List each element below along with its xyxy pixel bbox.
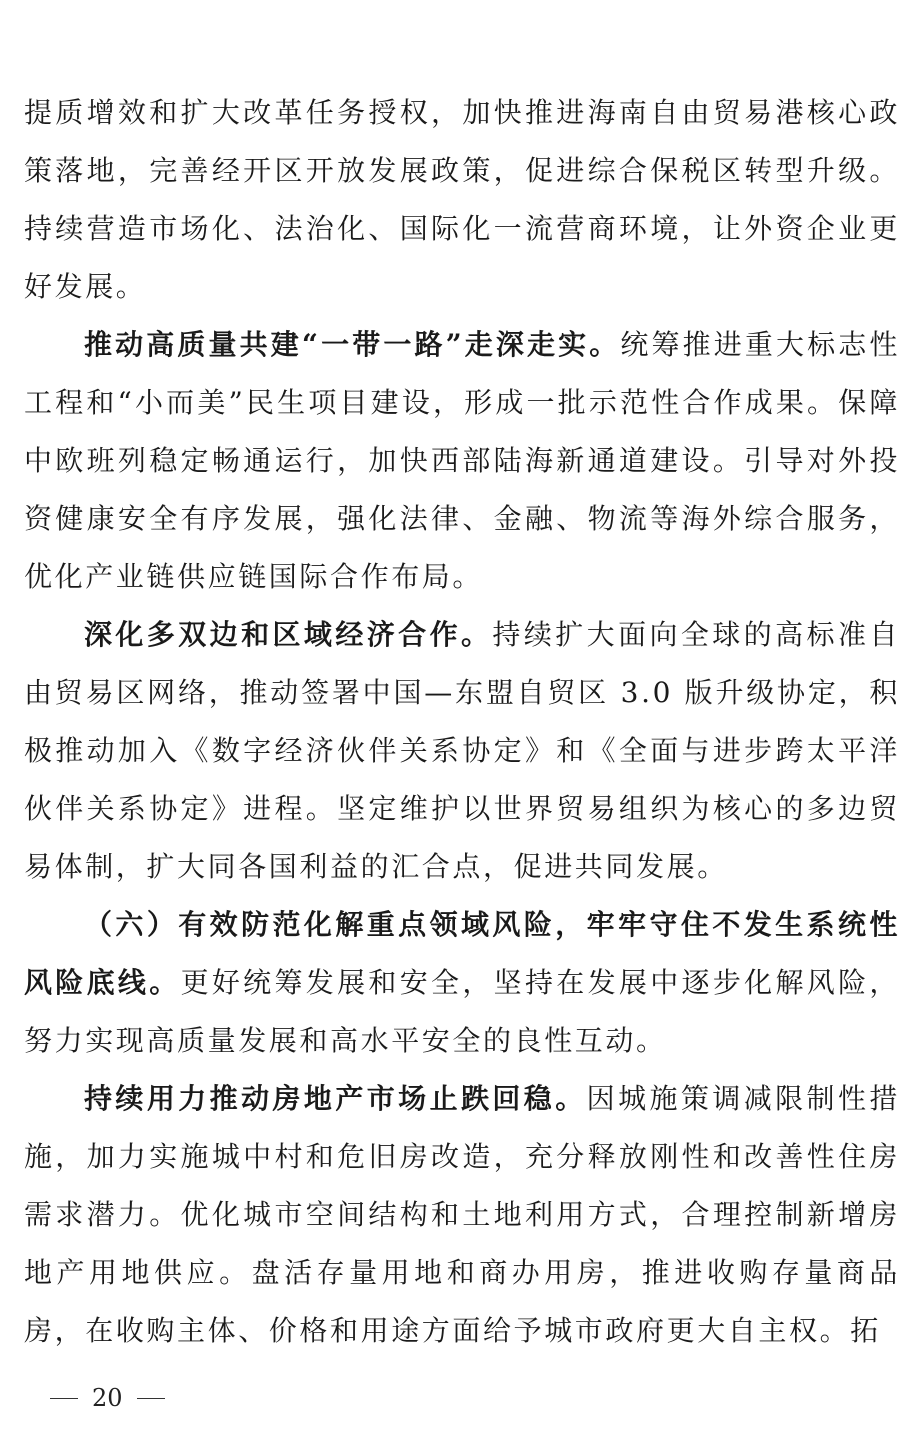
paragraph-text: 持续扩大面向全球的高标准自由贸易区网络，推动签署中国—东盟自贸区 3.0 版升级协定，积极推动加入《数字经济伙伴关系协定》和《全面与进步跨太平洋伙伴关系协定》进程。坚定维护以世界贸易组织为核心的多边贸易体制，扩大同各国利益的汇合点，促进共同发展。 <box>24 618 900 883</box>
body-text <box>24 84 900 1360</box>
paragraph-lead: （六）有效防范化解重点领域风险，牢牢守住不发生系统性风险底线。 <box>24 908 900 999</box>
paragraph-text: 因城施策调减限制性措施，加力实施城中村和危旧房改造，充分释放刚性和改善性住房需求潜力。优化城市空间结构和土地利用方式，合理控制新增房地产用地供应。盘活存量用地和商办用房，推进收购存量商品房，在收购主体、价格和用途方面给予城市政府更大自主权。拓 <box>24 1082 900 1347</box>
paragraph-lead: 深化多双边和区域经济合作。 <box>84 618 493 651</box>
paragraph-regional-cooperation <box>24 606 900 896</box>
page-number: 20 <box>92 1384 123 1412</box>
paragraph-risk-prevention <box>24 896 900 1070</box>
paragraph-1 <box>24 84 900 316</box>
paragraph-belt-and-road <box>24 316 900 606</box>
paragraph-text: 统筹推进重大标志性工程和“小而美”民生项目建设，形成一批示范性合作成果。保障中欧班列稳定畅通运行，加快西部陆海新通道建设。引导对外投资健康安全有序发展，强化法律、金融、物流等海外综合服务，优化产业链供应链国际合作布局。 <box>24 328 901 593</box>
paragraph-lead: 持续用力推动房地产市场止跌回稳。 <box>84 1082 587 1115</box>
paragraph-real-estate <box>24 1070 900 1360</box>
page-footer <box>50 1384 165 1412</box>
paragraph-text: 提质增效和扩大改革任务授权，加快推进海南自由贸易港核心政策落地，完善经开区开放发展政策，促进综合保税区转型升级。持续营造市场化、法治化、国际化一流营商环境，让外资企业更好发展。 <box>24 96 900 303</box>
paragraph-text: 更好统筹发展和安全，坚持在发展中逐步化解风险，努力实现高质量发展和高水平安全的良性互动。 <box>24 966 900 1057</box>
footer-dash-left <box>50 1398 78 1399</box>
paragraph-lead: 推动高质量共建“一带一路”走深走实。 <box>84 328 621 361</box>
footer-dash-right <box>137 1398 165 1399</box>
